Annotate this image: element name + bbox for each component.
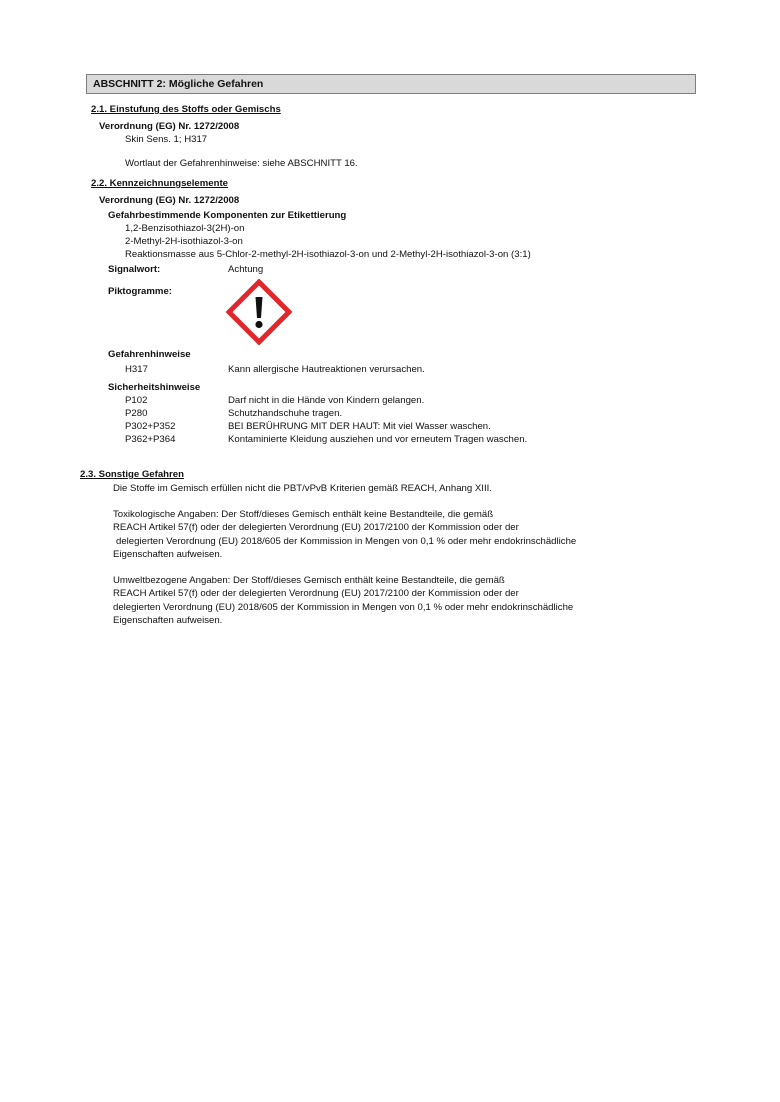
tox-line: delegierten Verordnung (EU) 2018/605 der Kommission in Mengen von 0,1 % oder mehr endokrinschädliche (116, 536, 577, 547)
section-header (86, 74, 696, 94)
classification-text: Skin Sens. 1; H317 (125, 134, 208, 145)
hazard-code: H317 (125, 364, 148, 375)
precaution-text: BEI BERÜHRUNG MIT DER HAUT: Mit viel Wasser waschen. (228, 421, 491, 432)
hazard-statements-label: Gefahrenhinweise (108, 349, 191, 360)
precaution-text: Schutzhandschuhe tragen. (228, 408, 343, 419)
components-label: Gefahrbestimmende Komponenten zur Etikettierung (108, 210, 347, 221)
precaution-text: Kontaminierte Kleidung ausziehen und vor erneutem Tragen waschen. (228, 434, 528, 445)
heading-2-1: 2.1. Einstufung des Stoffs oder Gemischs (91, 104, 281, 115)
signal-word-label: Signalwort: (108, 264, 161, 275)
env-line: Umweltbezogene Angaben: Der Stoff/dieses Gemisch enthält keine Bestandteile, die gemäß (113, 575, 505, 586)
env-line: delegierten Verordnung (EU) 2018/605 der Kommission in Mengen von 0,1 % oder mehr endokrinschädliche (113, 602, 574, 613)
tox-line: REACH Artikel 57(f) oder der delegierten Verordnung (EU) 2017/2100 der Kommission oder der (113, 522, 519, 533)
env-line: REACH Artikel 57(f) oder der delegierten Verordnung (EU) 2017/2100 der Kommission oder der (113, 588, 519, 599)
precaution-code: P102 (125, 395, 148, 406)
precaution-code: P302+P352 (125, 421, 176, 432)
heading-2-2: 2.2. Kennzeichnungselemente (91, 178, 229, 189)
heading-2-3: 2.3. Sonstige Gefahren (80, 469, 184, 480)
regulation-2-1: Verordnung (EG) Nr. 1272/2008 (99, 121, 240, 132)
precautionary-statements-label: Sicherheitshinweise (108, 382, 201, 393)
component-item: Reaktionsmasse aus 5-Chlor-2-methyl-2H-isothiazol-3-on und 2-Methyl-2H-isothiazol-3-on (3:1) (125, 249, 531, 260)
signal-word-value: Achtung (228, 264, 264, 275)
tox-line: Toxikologische Angaben: Der Stoff/dieses Gemisch enthält keine Bestandteile, die gemäß (113, 509, 494, 520)
env-line: Eigenschaften aufweisen. (113, 615, 223, 626)
component-item: 1,2-Benzisothiazol-3(2H)-on (125, 223, 245, 234)
precaution-code: P280 (125, 408, 148, 419)
section-title: ABSCHNITT 2: Mögliche Gefahren (93, 78, 264, 90)
exclamation-mark-ghs07-icon (226, 279, 292, 345)
pbt-statement: Die Stoffe im Gemisch erfüllen nicht die PBT/vPvB Kriterien gemäß REACH, Anhang XIII. (113, 483, 492, 494)
precaution-text: Darf nicht in die Hände von Kindern gelangen. (228, 395, 425, 406)
pictogram-label: Piktogramme: (108, 286, 172, 297)
tox-line: Eigenschaften aufweisen. (113, 549, 223, 560)
wording-text: Wortlaut der Gefahrenhinweise: siehe ABSCHNITT 16. (125, 158, 358, 169)
regulation-2-2: Verordnung (EG) Nr. 1272/2008 (99, 195, 240, 206)
precaution-code: P362+P364 (125, 434, 176, 445)
hazard-text: Kann allergische Hautreaktionen verursachen. (228, 364, 425, 375)
component-item: 2-Methyl-2H-isothiazol-3-on (125, 236, 243, 247)
